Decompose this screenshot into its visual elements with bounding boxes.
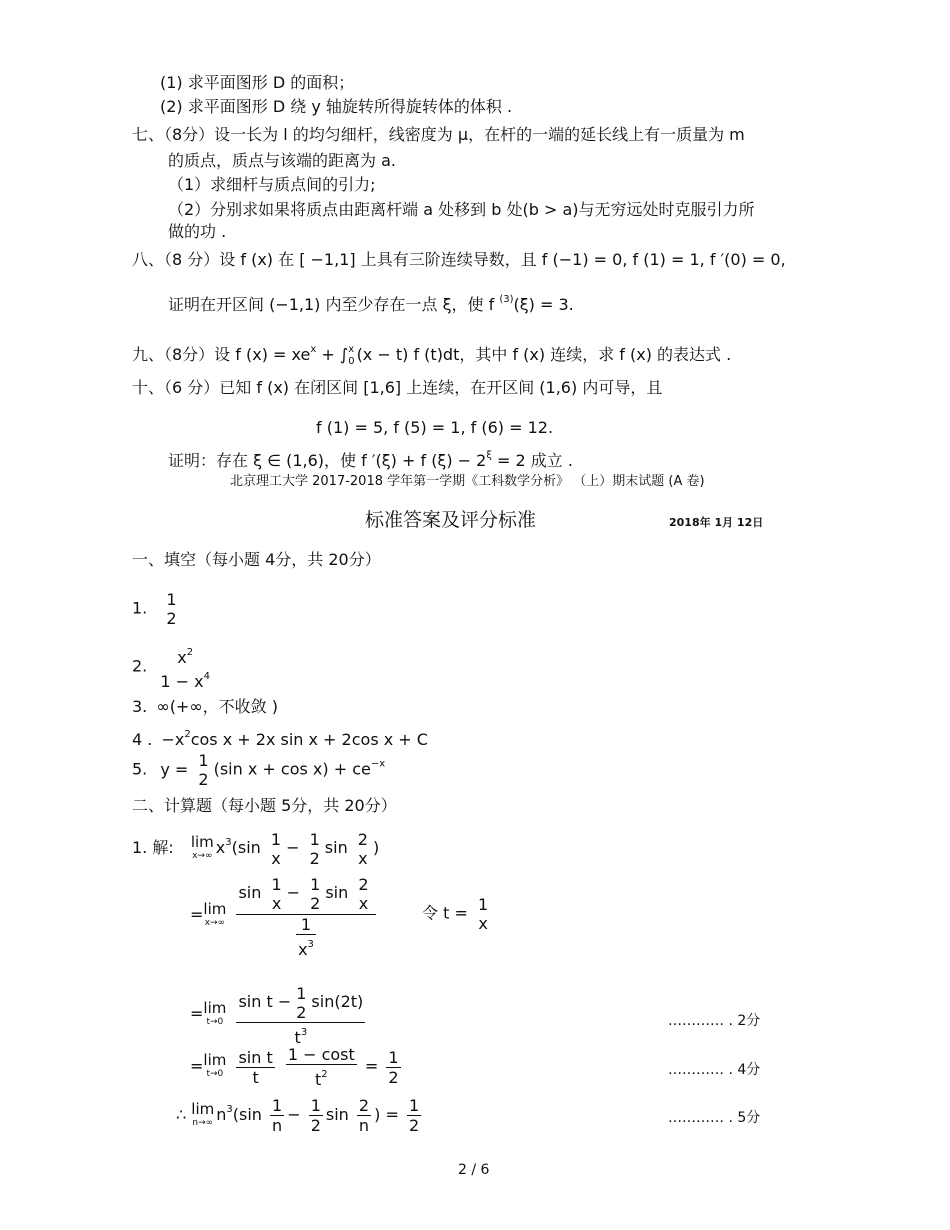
a4-text-b: cos x + 2x sin x + 2cos x + C: [190, 730, 428, 749]
frac-den: x: [298, 940, 308, 959]
q9-integral: + ∫: [316, 345, 349, 364]
a3-text: ∞(+∞，不收敛 ): [156, 697, 278, 716]
q10-prove-end: = 2 成立 .: [491, 451, 573, 470]
frac-den: 2: [310, 1116, 321, 1135]
therefore-sign: ∴: [176, 1105, 187, 1124]
q6-item-2: (2) 求平面图形 D 绕 y 轴旋转所得旋转体的体积 .: [160, 97, 513, 116]
q9-text-c: (x − t) f (t)dt，其中 f (x) 连续，求 f (x) 的表达式 .: [356, 345, 732, 364]
calc-line-3: [190, 982, 368, 1047]
lim-sub: x→∞: [192, 850, 213, 861]
a2-fraction: [158, 643, 212, 691]
a2-num-sup: 2: [186, 647, 194, 658]
lim-sub: t→0: [206, 1069, 224, 1079]
lim-sub: n→∞: [192, 1117, 214, 1128]
frac-num: 2: [358, 874, 369, 894]
frac-den: n: [270, 1115, 284, 1135]
a3-label: 3.: [132, 697, 148, 716]
a5-fraction: [196, 751, 210, 789]
calc-line-2: [190, 872, 379, 959]
eq-sign: =: [190, 1004, 204, 1023]
lim-word: lim: [203, 998, 227, 1017]
q7-item-2-cont: 做的功 .: [168, 222, 227, 241]
paren-close: ): [374, 1105, 381, 1124]
frac-num: 1: [270, 829, 282, 849]
cube-sup: 3: [226, 1104, 233, 1115]
a4-sup: 2: [184, 729, 191, 740]
eq-sign: =: [385, 1105, 399, 1124]
eq-sign: =: [190, 905, 204, 924]
q10-prove-exp: ξ: [486, 450, 492, 461]
sec1-answer-3: [132, 697, 278, 717]
frac-num: 1: [272, 1096, 283, 1115]
a4-label: 4 .: [132, 730, 153, 749]
frac-den: 2: [408, 1116, 420, 1135]
x-var: x: [215, 838, 226, 857]
answer-date: 2018年 1月 12日: [669, 516, 764, 529]
lim-word: lim: [191, 1099, 215, 1118]
cube-sup: 3: [307, 939, 314, 950]
cube-sup: 3: [225, 837, 232, 848]
frac-num: 1: [271, 874, 282, 894]
a5-text-b: (sin x + cos x) + ce: [213, 759, 371, 779]
frac-den: 2: [309, 848, 320, 868]
sin-2: sin: [324, 838, 348, 857]
calc-label: 1. 解:: [132, 838, 174, 857]
q8-prove-end: (ξ) = 3.: [513, 295, 574, 314]
a1-label: 1.: [132, 598, 148, 618]
frac-num: 1: [477, 895, 489, 914]
exam-title: 北京理工大学 2017-2018 学年第一学期《工科数学分析》 （上）期末试题 (A 卷): [230, 474, 705, 489]
q9-exp: x: [310, 344, 317, 355]
a2-num: x: [177, 648, 187, 667]
let-text: 令 t =: [422, 903, 468, 923]
q9-text-a: 九、（8分）设 f (x) = xe: [132, 345, 311, 364]
sec1-head: 一、填空（每小题 4分，共 20分）: [132, 550, 381, 569]
calc-line-1: [132, 822, 379, 869]
score-4: ………… . 4分: [668, 1062, 761, 1078]
frac-num: 2: [358, 1096, 370, 1115]
a1-den: 2: [166, 609, 177, 628]
paren-close: ): [372, 838, 380, 857]
lim-word: lim: [203, 899, 227, 918]
paren-open: (: [232, 1105, 239, 1124]
minus-sign: −: [286, 883, 301, 902]
minus-sign: −: [287, 1105, 301, 1124]
n-var: n: [216, 1105, 227, 1124]
sec1-answer-1: [132, 590, 182, 628]
frac-den: 2: [296, 1002, 307, 1022]
frac-num: 2: [357, 829, 368, 849]
f1-num: sin t: [238, 1047, 273, 1067]
f2-den: t: [314, 1070, 322, 1089]
q7-item-2: （2）分别求如果将质点由距离杆端 a 处移到 b 处(b > a)与无穷远处时克服引力所: [168, 200, 755, 219]
a1-fraction: [164, 590, 178, 628]
sec1-answer-4: [132, 725, 428, 750]
frac-den: 2: [310, 893, 321, 913]
frac-den: x: [358, 893, 369, 913]
sin-2: sin: [325, 883, 349, 902]
eq-sign: =: [190, 1056, 204, 1076]
lim-sub: t→0: [206, 1016, 224, 1027]
frac-num: 1: [296, 983, 307, 1003]
q8-prove-order: (3): [499, 294, 514, 305]
sec1-answer-5: [132, 751, 385, 789]
q8-head: 八、（8 分）设 f (x) 在 [ −1,1] 上具有三阶连续导数，且 f (−1) = 0, f (1) = 1, f ′(0) = 0,: [132, 250, 786, 269]
a5-text-a: y =: [160, 759, 194, 779]
lim-word: lim: [190, 832, 214, 851]
paren-open: (: [231, 838, 238, 857]
frac-num: 1: [408, 1096, 420, 1115]
sec2-head: 二、计算题（每小题 5分，共 20分）: [132, 796, 397, 815]
a5-sup: −x: [370, 758, 386, 770]
q6-item-1: (1) 求平面图形 D 的面积；: [160, 73, 355, 92]
num-a: sin t −: [238, 992, 292, 1011]
sin-2: sin: [325, 1105, 349, 1124]
calc-line-5: [176, 1096, 424, 1135]
a1-num: 1: [166, 590, 177, 609]
sec1-answer-2: [132, 643, 215, 691]
den-t: t: [294, 1028, 301, 1047]
page-number: 2 / 6: [458, 1162, 490, 1178]
substitution: [422, 895, 493, 933]
frac-num: 1: [300, 915, 312, 934]
f1-den: t: [236, 1067, 274, 1087]
big-fraction: [236, 872, 375, 959]
frac-den: x: [271, 848, 281, 868]
frac-num: 1: [310, 874, 321, 894]
a2-den-sup: 4: [203, 671, 210, 682]
score-5: ………… . 5分: [668, 1110, 761, 1126]
frac-den: x: [358, 848, 368, 868]
q9-statement: [132, 340, 731, 368]
frac-num: 1: [309, 829, 320, 849]
sq-sup: 2: [321, 1069, 328, 1080]
q7-cont: 的质点，质点与该端的距离为 a.: [168, 151, 396, 170]
frac-num: 1: [388, 1047, 399, 1067]
a2-den: 1 − x: [160, 672, 204, 691]
lim-word: lim: [203, 1051, 227, 1069]
a5-num: 1: [198, 751, 209, 770]
sin-1: sin: [239, 1105, 262, 1124]
score-2: ………… . 2分: [668, 1013, 761, 1029]
answer-title: 标准答案及评分标准: [365, 509, 537, 531]
frac-den: x: [478, 914, 488, 933]
q10-prove-text: 证明：存在 ξ ∈ (1,6)，使 f ′(ξ) + f (ξ) − 2: [168, 451, 487, 470]
minus-sign: −: [286, 838, 300, 857]
frac-den: n: [357, 1115, 371, 1135]
q10-conditions: f (1) = 5, f (5) = 1, f (6) = 12.: [316, 418, 554, 437]
eq-sign: =: [364, 1056, 379, 1076]
q10-head: 十、（6 分）已知 f (x) 在闭区间 [1,6] 上连续，在开区间 (1,6) 内可导，且: [132, 378, 663, 397]
a4-text-a: −x: [161, 730, 185, 749]
f2-num: 1 − cost: [287, 1045, 355, 1064]
a5-label: 5.: [132, 759, 148, 779]
frac-num: 1: [310, 1096, 321, 1115]
q8-prove-text: 证明在开区间 (−1,1) 内至少存在一点 ξ，使 f: [168, 295, 500, 314]
sin-1: sin: [237, 838, 261, 857]
q9-int-lower: 0: [348, 355, 355, 367]
q10-prove: [168, 446, 573, 471]
q8-prove: [168, 290, 574, 315]
q7-item-1: （1）求细杆与质点间的引力;: [168, 175, 376, 194]
a2-label: 2.: [132, 656, 148, 676]
q7-head: 七、（8分）设一长为 l 的均匀细杆，线密度为 μ，在杆的一端的延长线上有一质量为 m: [132, 125, 745, 144]
lim-sub: x→∞: [204, 917, 226, 928]
num-b: sin(2t): [311, 992, 364, 1011]
q9-int-upper: x: [348, 343, 355, 355]
frac-den: x: [271, 893, 282, 913]
sin-1: sin: [238, 883, 262, 902]
calc-line-4: [190, 1045, 404, 1089]
a5-den: 2: [198, 770, 209, 789]
frac-den: 2: [388, 1067, 399, 1087]
cube-sup: 3: [300, 1027, 308, 1038]
